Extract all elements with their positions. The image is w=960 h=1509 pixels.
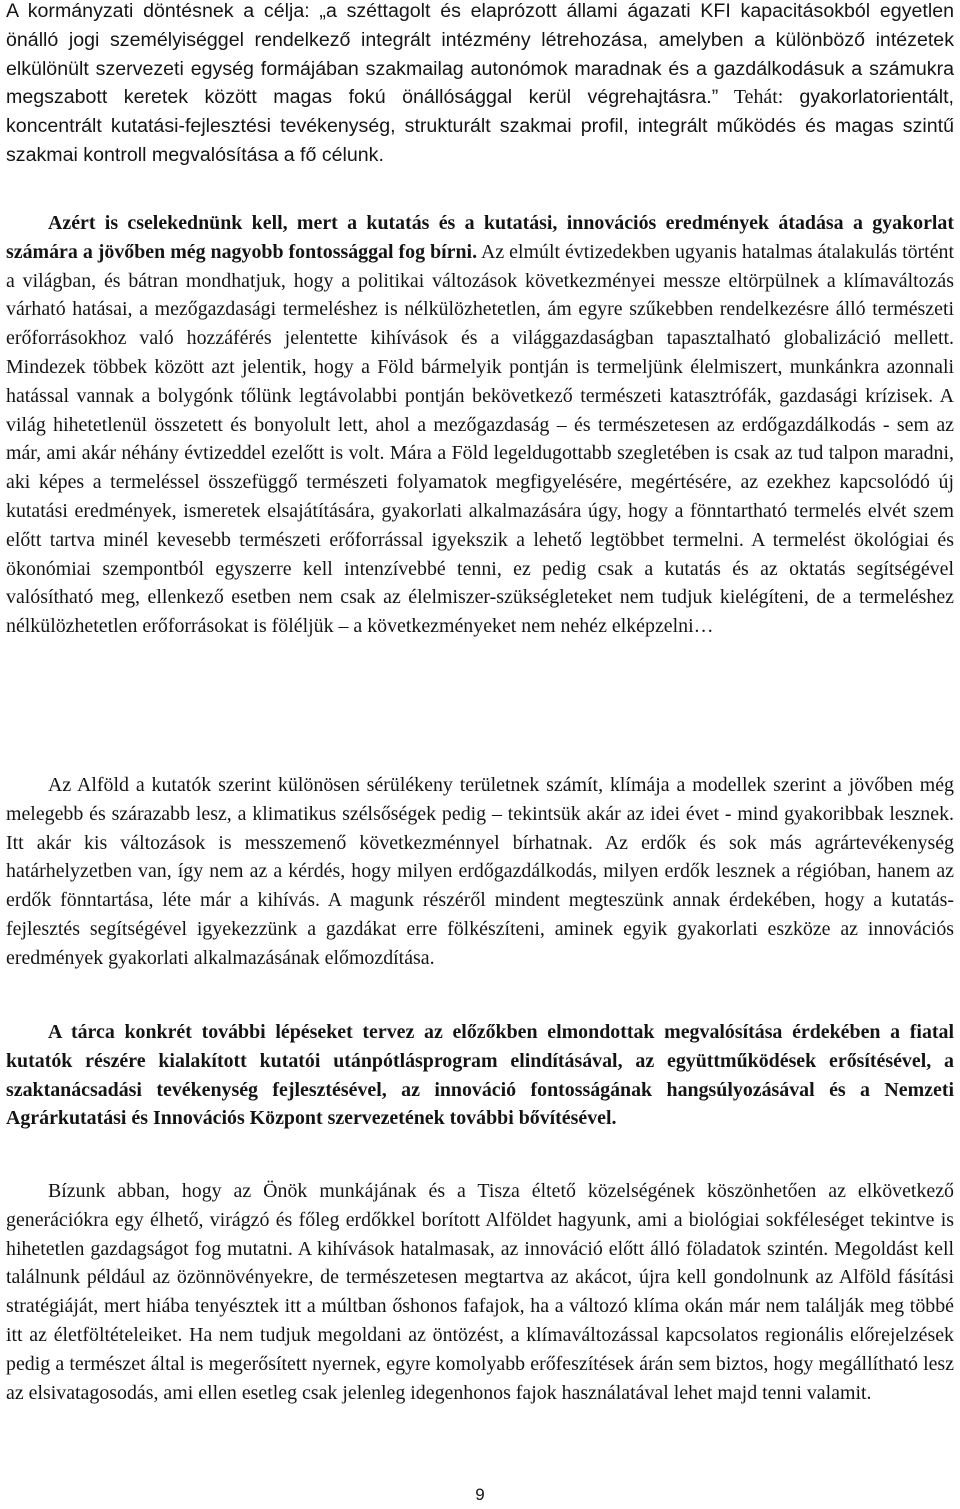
paragraph-2-body: Az elmúlt évtizedekben ugyanis hatalmas átalakulás történt a világban, és bátran mondhatjuk, hogy a politikai változások következményei messze eltörpülnek a klímaváltozás várható hatásai, a mezőgazdasági termeléshez is nélkülözhetetlen, ám egyre szűkebben rendelkezésre álló természeti erőforrásokhoz való hozzáférés jelentette kihívások és a világgazdaságban tapasztalható globalizáció mellett. Mindezek többek között azt jelentik, hogy a Föld bármelyik pontján is termeljünk élelmiszert, munkánkra azonnali hatással vannak a bolygónk tőlünk legtávolabbi pontján bekövetkező természeti katasztrófák, gazdasági krízisek. A világ hihetetlenül összetett és bonyolult lett, ahol a mezőgazdaság – és természetesen az erdőgazdálkodás - sem az már, ami akár néhány évtizeddel ezelőtt is volt. Mára a Föld legeldugottabb szegletében is csak az tud talpon maradni, aki képes a termeléssel összefüggő természeti folyamatok megfigyelésére, megértésére, az ezekhez kapcsolódó új kutatási eredmények, ismeretek elsajátítására, gyakorlati alkalmazására úgy, hogy a fönntartható termelés elvét szem előtt tartva minél kevesebb természeti erőforrással igyekszik a lehető legtöbbet termelni. A termelést ökológiai és ökonómiai szempontból egyszerre kell intenzívebbé tenni, ez pedig csak a kutatás és az oktatás segítségével valósítható meg, ellenkező esetben nem csak az élelmiszer-szükségleteket nem tudjuk kielégíteni, de a termeléshez nélkülözhetetlen erőforrásokat is föléljük – a következményeket nem nehéz elképzelni… xyxy=(6,240,954,638)
paragraph-1 xyxy=(6,0,954,170)
paragraph-1-connector: Tehát: xyxy=(718,86,800,109)
paragraph-1-goal: gyakorlatorientált, koncentrált kutatási-fejlesztési tevékenység, strukturált szakmai profil, integrált működés és magas szintű szakmai kontroll megvalósítása a fő célunk. xyxy=(6,86,954,166)
paragraph-3-body: Az Alföld a kutatók szerint különösen sérülékeny területnek számít, klímája a modellek szerint a jövőben még melegebb és szárazabb lesz, a klimatikus szélsőségek pedig – tekintsük akár az idei évet - mind gyakoribbak lesznek. Itt akár kis változások is messzemenő következménnyel bírhatnak. Az erdők és sok más agrártevékenység határhelyzetben van, így nem az a kérdés, hogy milyen erdőgazdálkodás, milyen erdők lesznek a régióban, hanem az erdők fönntartása, léte már a kihívás. A magunk részéről mindent megteszünk annak érdekében, hogy a kutatás-fejlesztés segítségével igyekezzünk a gazdákat erre fölkészíteni, aminek egyik gyakorlati eszköze az innovációs eredmények gyakorlati alkalmazásának előmozdítása. xyxy=(6,774,954,969)
page-number: 9 xyxy=(475,1485,485,1504)
paragraph-2-bold-lead: Azért is cselekednünk kell, mert a kutatás és a kutatási, innovációs eredmények átadása a gyakorlat számára a jövőben még nagyobb fontossággal fog bírni. xyxy=(6,212,954,263)
paragraph-4-body: A tárca konkrét további lépéseket tervez az előzőkben elmondottak megvalósítása érdekében a fiatal kutatók részére kialakított kutatói utánpótlásprogram elindításával, az együttműködések erősítésével, a szaktanácsadási tevékenység fejlesztésével, az innováció fontosságának hangsúlyozásával és a Nemzeti Agrárkutatási és Innovációs Központ szervezetének további bővítésével. xyxy=(6,1021,954,1130)
paragraph-5-body: Bízunk abban, hogy az Önök munkájának és a Tisza éltető közelségének köszönhetően az elkövetkező generációkra egy élhető, virágzó és főleg erdőkkel borított Alföldet hagyunk, ami a biológiai sokféleséget tekintve is hihetetlen gazdagságot fog mutatni. A kihívások hatalmasak, az innováció előtt álló föladatok szintén. Megoldást kell találnunk például az özönnövényekre, de természetesen megtartva az akácot, újra kell gondolnunk az Alföld fásítási stratégiáját, mert hiába tenyésztek itt a múltban őshonos fafajok, ha a változó klíma okán már nem találják meg többé itt az életföltételeiket. Ha nem tudjuk megoldani az öntözést, a klímaváltozással kapcsolatos regionális előrejelzések pedig a természet által is megerősített nyernek, egyre komolyabb erőfeszítések árán sem biztos, hogy megállítható lesz az elsivatagosodás, ami ellen esetleg csak jelenleg idegenhonos fajok használatával lehet majd tenni valamit. xyxy=(6,1180,954,1404)
paragraph-1-quote: A kormányzati döntésnek a célja: „a széttagolt és elaprózott állami ágazati KFI kapacitásokból egyetlen önálló jogi személyiséggel rendelkező integrált intézmény létrehozása, amelyben a különböző intézetek elkülönült szervezeti egység formájában szakmailag autonómok maradnak és a gazdálkodásuk a számukra megszabott keretek között magas fokú önállósággal kerül végrehajtásra.” xyxy=(6,0,954,109)
paragraph-4 xyxy=(6,1018,954,1133)
paragraph-2 xyxy=(6,209,954,641)
paragraph-3 xyxy=(6,771,954,973)
paragraph-5 xyxy=(6,1177,954,1407)
